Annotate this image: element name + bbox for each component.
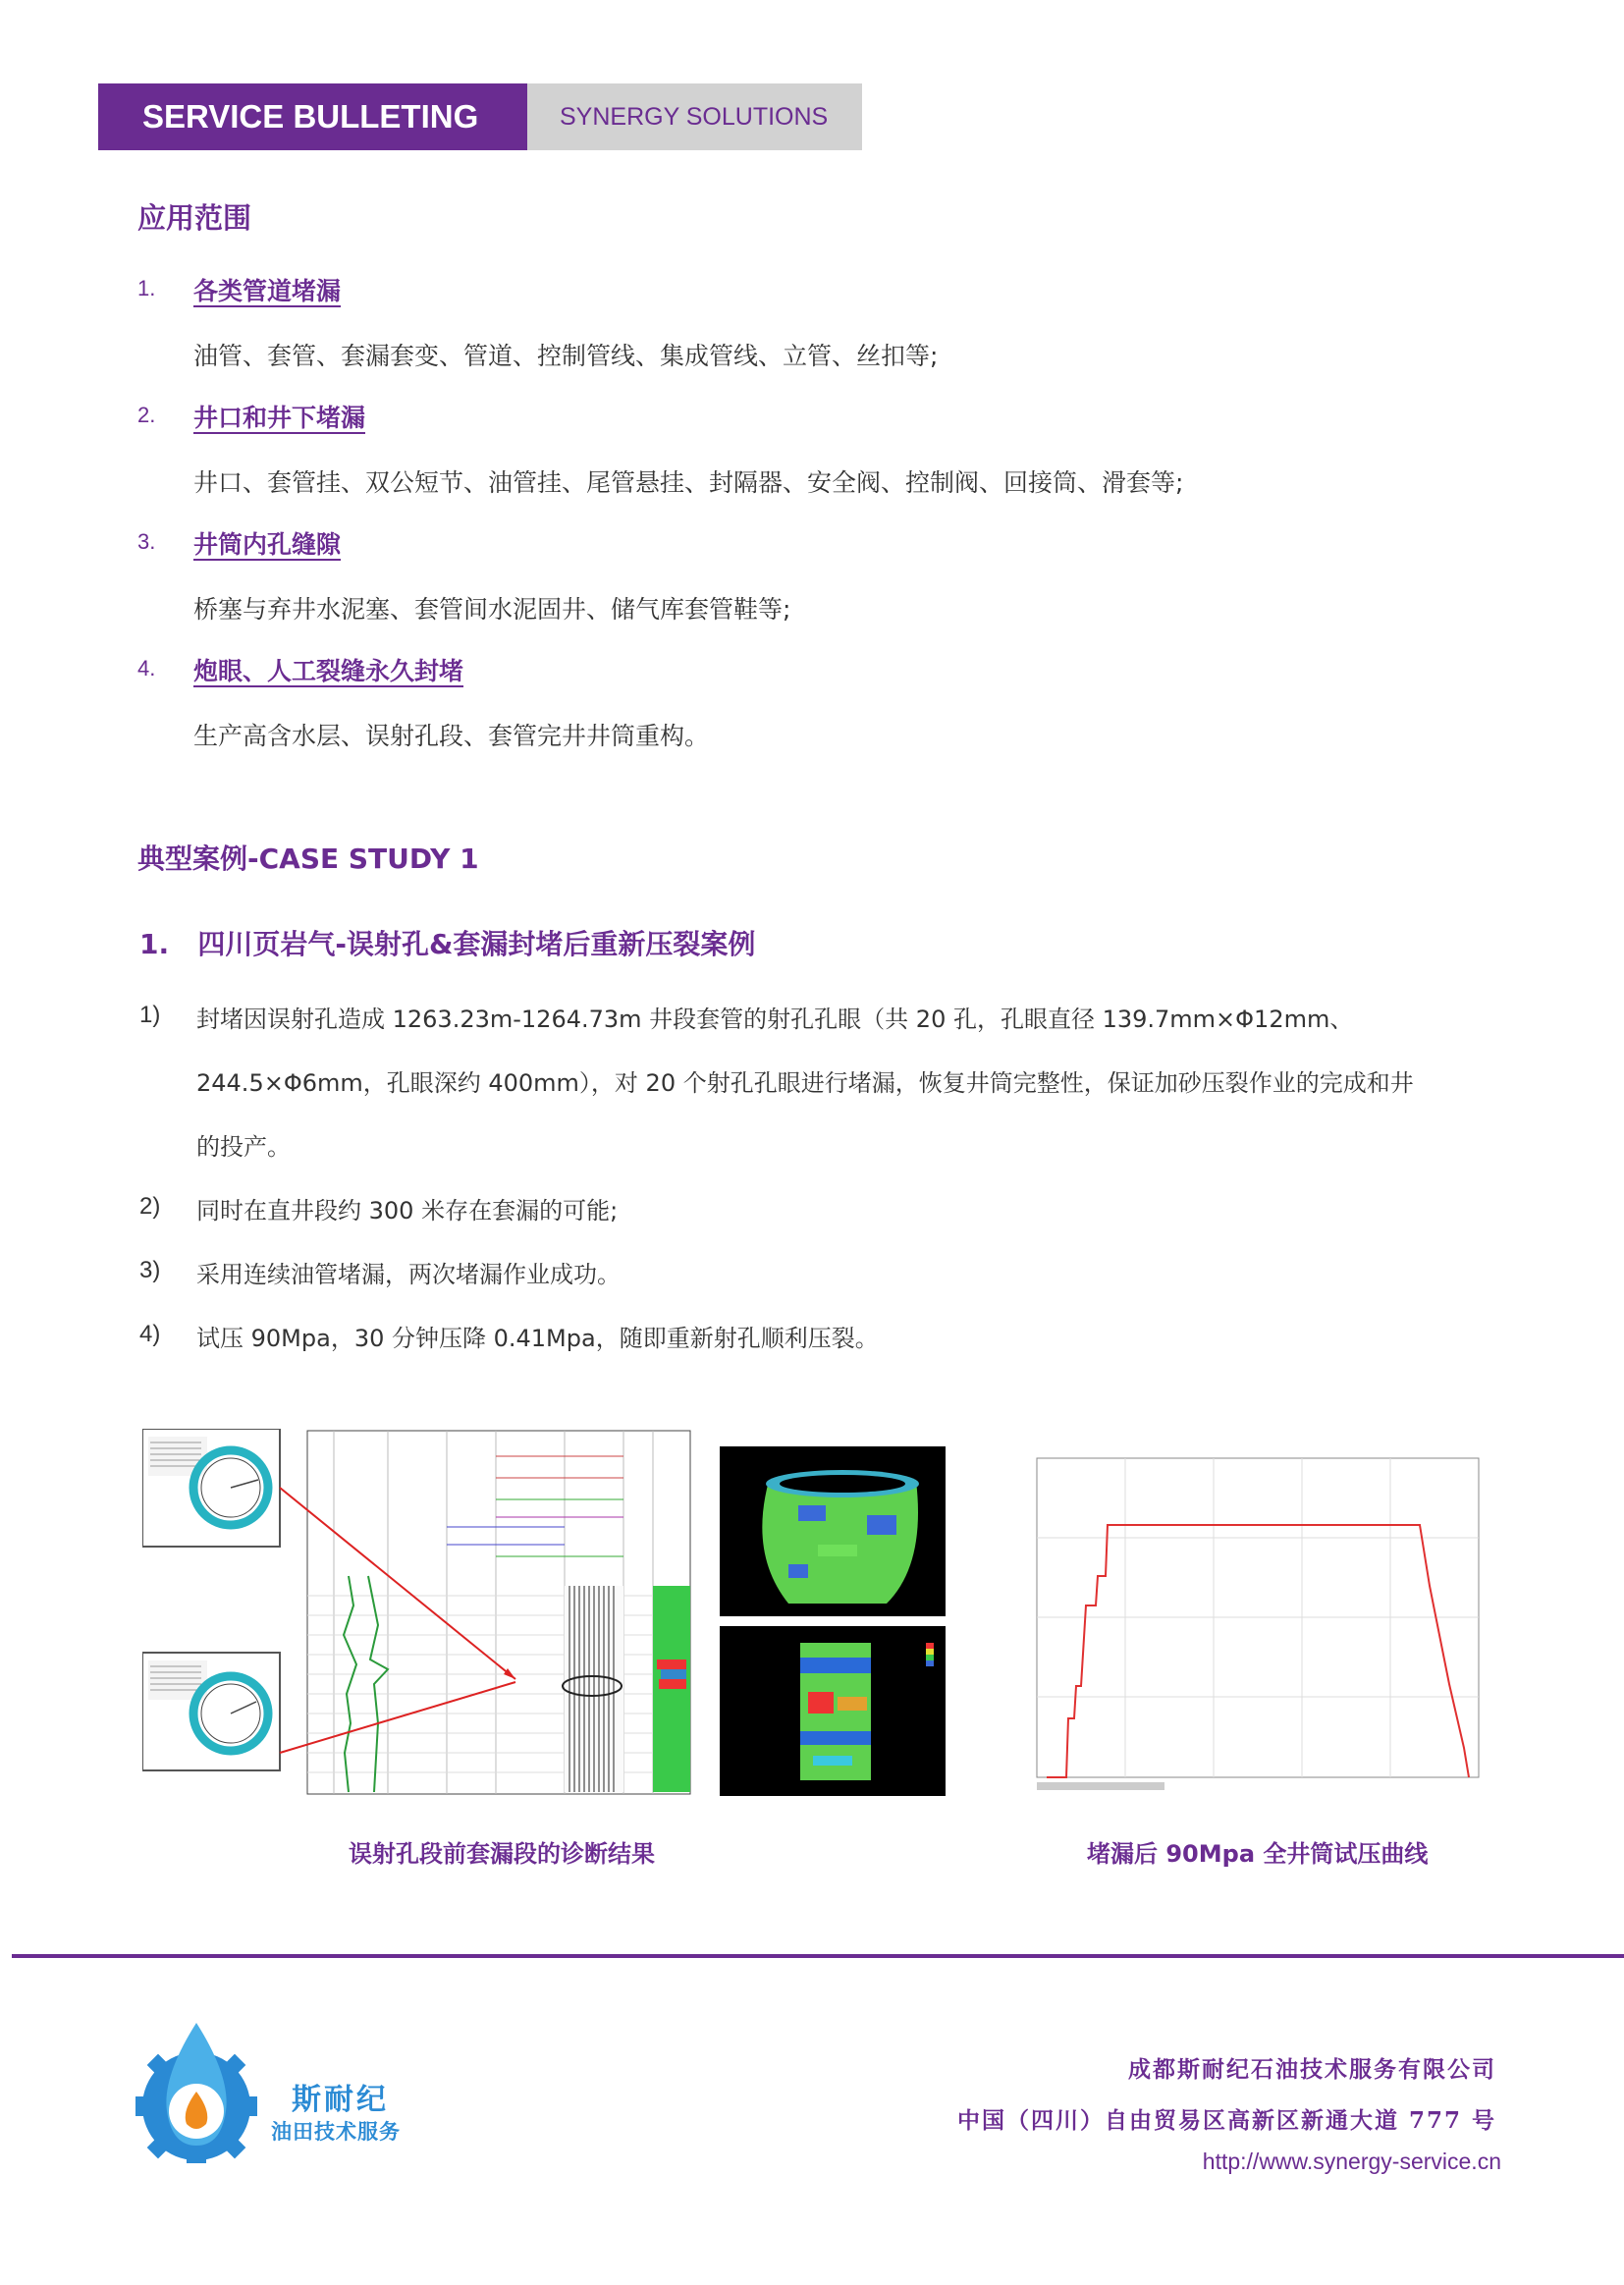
scope-item-desc: 井口、套管挂、双公短节、油管挂、尾管悬挂、封隔器、安全阀、控制阀、回接筒、滑套等; [193,468,1184,497]
casing-3d-figure [720,1446,946,1796]
scope-item-title: 各类管道堵漏 [193,277,342,305]
scope-item-title: 井筒内孔缝隙 [193,530,342,559]
scope-item-num: 3. [137,529,156,554]
scope-item-desc: 生产高含水层、误射孔段、套管完井井筒重构。 [193,722,710,750]
case-point-num: 3) [139,1257,161,1283]
case-subtitle: 1. 四川页岩气-误射孔&套漏封堵后重新压裂案例 [139,928,756,960]
pressure-test-chart [1007,1439,1489,1802]
case-title: 典型案例-CASE STUDY 1 [137,843,479,875]
logo-tagline: 油田技术服务 [271,2120,401,2144]
case-point-line: 封堵因误射孔造成 1263.23m-1264.73m 井段套管的射孔孔眼（共 20 孔，孔眼直径 139.7mm×Φ12mm、 [196,1006,1354,1033]
figure-caption-left: 误射孔段前套漏段的诊断结果 [349,1840,655,1868]
case-point-line: 试压 90Mpa，30 分钟压降 0.41Mpa，随即重新射孔顺利压裂。 [196,1325,879,1352]
scope-item-num: 4. [137,656,156,680]
footer-url-link[interactable]: http://www.synergy-service.cn [1202,2149,1501,2174]
company-logo-icon [133,2018,260,2165]
footer-divider [12,1954,1624,1958]
case-point-num: 1) [139,1002,161,1028]
scope-item-title: 井口和井下堵漏 [193,404,366,432]
scope-item-num: 1. [137,276,156,300]
scope-item-desc: 桥塞与弃井水泥塞、套管间水泥固井、储气库套管鞋等; [193,595,791,624]
case-point-line: 同时在直井段约 300 米存在套漏的可能; [196,1197,619,1224]
scope-title: 应用范围 [137,201,252,235]
figure-caption-right: 堵漏后 90Mpa 全井筒试压曲线 [1087,1840,1429,1868]
header-title: SERVICE BULLETING [98,83,527,150]
scope-item-title: 炮眼、人工裂缝永久封堵 [193,657,464,685]
case-point-line: 244.5×Φ6mm，孔眼深约 400mm），对 20 个射孔孔眼进行堵漏，恢复井筒完整性，保证加砂压裂作业的完成和井 [196,1069,1414,1097]
footer-address: 中国（四川）自由贸易区高新区新通大道 777 号 [956,2107,1496,2134]
case-point-line: 的投产。 [196,1133,291,1161]
logo-name: 斯耐纪 [292,2083,389,2117]
header-subtitle: SYNERGY SOLUTIONS [527,83,862,150]
scope-item-num: 2. [137,403,156,427]
footer-company: 成都斯耐纪石油技术服务有限公司 [1128,2056,1496,2083]
case-point-num: 2) [139,1193,161,1220]
diagnostic-log-figure [142,1429,697,1797]
case-point-line: 采用连续油管堵漏，两次堵漏作业成功。 [196,1261,621,1288]
case-point-num: 4) [139,1321,161,1347]
scope-item-desc: 油管、套管、套漏套变、管道、控制管线、集成管线、立管、丝扣等; [193,342,939,370]
